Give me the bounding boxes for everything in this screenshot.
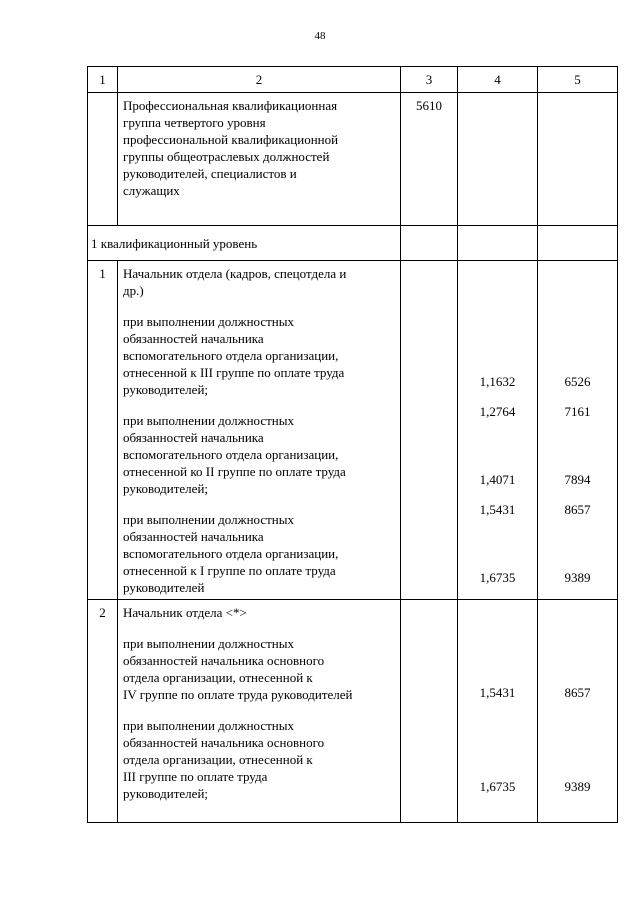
coefficient-value: 1,5431 <box>479 502 516 517</box>
group-code: 5610 <box>416 98 442 113</box>
position-row <box>88 600 618 823</box>
salary-value: 7161 <box>564 404 591 419</box>
position-title: Начальник отдела <*> <box>123 605 247 620</box>
header-cell: 5 <box>538 67 618 93</box>
salary-value: 6526 <box>564 374 591 389</box>
header-row <box>88 67 618 93</box>
coefficient-value: 1,6735 <box>479 570 516 585</box>
level-row <box>88 226 618 261</box>
coefficient-value: 1,6735 <box>479 779 516 794</box>
position-title: Начальник отдела (кадров, спецотдела и др.) <box>123 266 347 298</box>
coefficient-value: 1,4071 <box>479 472 516 487</box>
header-cell: 1 <box>88 67 118 93</box>
coefficient-value: 1,5431 <box>479 685 516 700</box>
page-number: 48 <box>314 30 326 42</box>
header-cell: 4 <box>458 67 538 93</box>
salary-value: 8657 <box>564 685 591 700</box>
salary-value: 9389 <box>564 570 591 585</box>
row-number: 1 <box>99 266 106 281</box>
group-row <box>88 93 618 226</box>
position-row <box>88 261 618 600</box>
row-number: 2 <box>99 605 106 620</box>
coefficient-value: 1,1632 <box>479 374 516 389</box>
level-label: 1 квалификационный уровень <box>91 235 258 251</box>
condition-text: при выполнении должностных обязанностей начальника вспомогательного отдела организации, отнесенной к III группе по оплате труда руководителей; <box>123 314 345 397</box>
header-cell: 2 <box>118 67 401 93</box>
salary-value: 9389 <box>564 779 591 794</box>
salary-value: 8657 <box>564 502 591 517</box>
group-title: Профессиональная квалификационная группа четвертого уровня профессиональной квалификационной группы общеотраслевых должностей руководителей, специалистов и служащих <box>123 98 339 198</box>
salary-table <box>87 66 618 823</box>
coefficient-value: 1,2764 <box>479 404 516 419</box>
header-cell: 3 <box>401 67 458 93</box>
condition-text: при выполнении должностных обязанностей начальника основного отдела организации, отнесенной к III группе по оплате труда руководителей; <box>123 718 325 801</box>
condition-text: при выполнении должностных обязанностей начальника вспомогательного отдела организации, отнесенной ко II группе по оплате труда руководителей; <box>123 413 346 496</box>
condition-text: при выполнении должностных обязанностей начальника вспомогательного отдела организации, отнесенной к I группе по оплате труда руководителей <box>123 512 339 595</box>
condition-text: при выполнении должностных обязанностей начальника основного отдела организации, отнесенной к IV группе по оплате труда руководителей <box>123 636 353 702</box>
salary-value: 7894 <box>564 472 591 487</box>
